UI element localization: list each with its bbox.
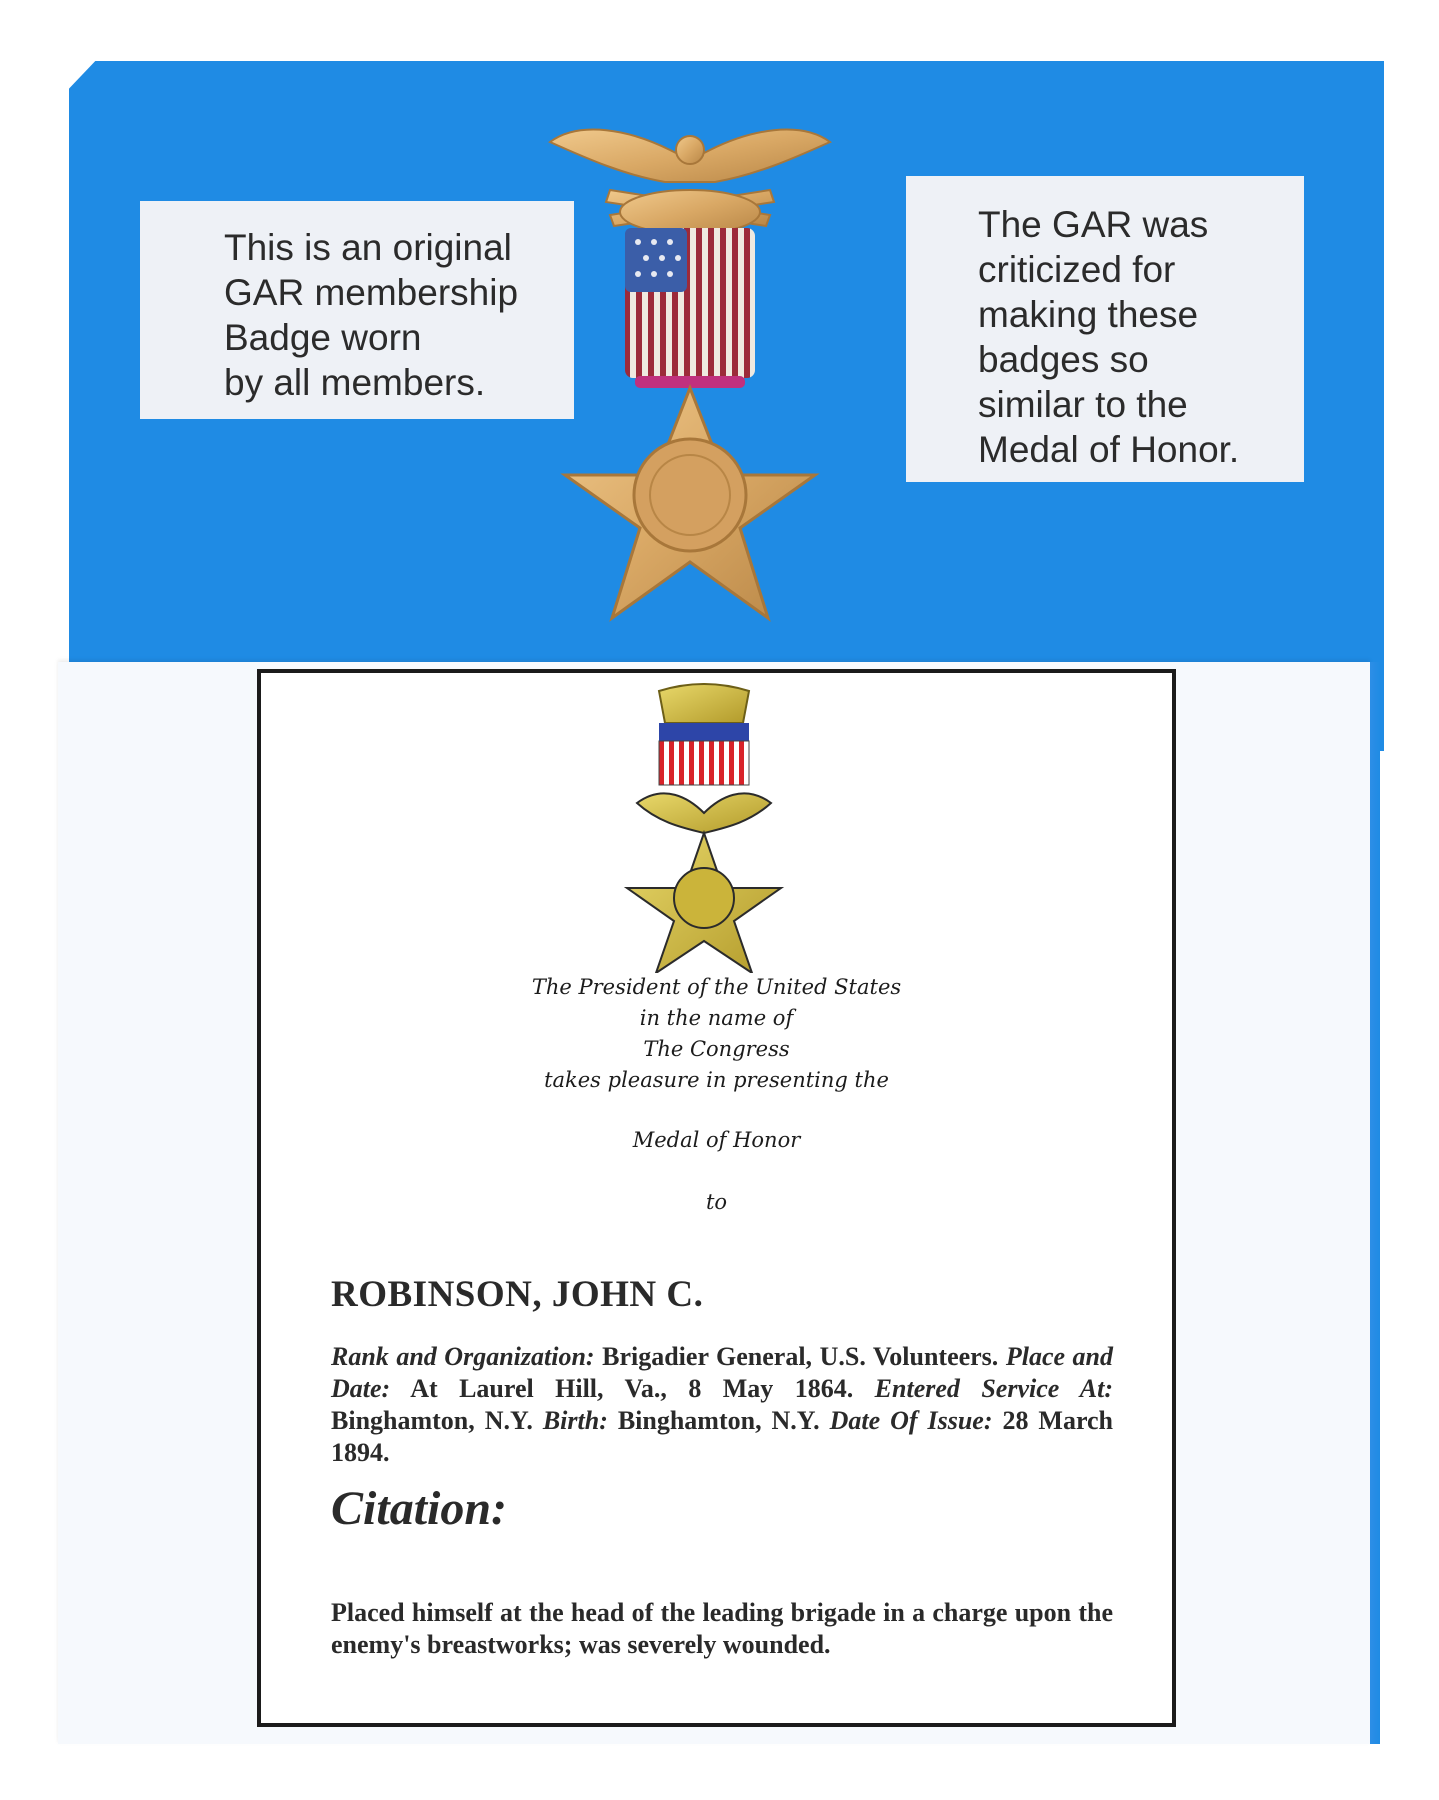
right-info-card [906,176,1304,482]
left-card-line: GAR membership [224,272,519,313]
rank-label: Rank and Organization: [331,1342,595,1371]
left-card-line: by all members. [224,362,486,403]
gar-badge [540,120,840,660]
cert-header-line: The President of the United States [531,975,902,999]
medal-of-honor-image [619,683,789,973]
left-info-card [140,201,574,419]
gar-badge-illustration [540,120,840,660]
cert-header-line: The Congress [643,1037,790,1061]
birth-label: Birth: [542,1406,608,1435]
right-card-line: criticized for [978,249,1176,290]
left-card-line: Badge worn [224,317,422,358]
citation-text: Placed himself at the head of the leading brigade in a charge upon the enemy's breastworks; was severely wounded. [331,1598,1113,1659]
cert-medal-title: Medal of Honor [632,1128,801,1152]
medal-of-honor-illustration [619,683,789,973]
right-card-line: making these [978,294,1199,335]
eagle-head [676,136,704,164]
left-card-line: This is an original [224,227,512,268]
rank-value: Brigadier General, U.S. Volunteers. [602,1342,999,1371]
cannonball-pile [620,190,760,234]
cert-header-line: takes pleasure in presenting the [544,1068,889,1092]
cert-to: to [705,1190,728,1214]
issue-label: Date Of Issue: [829,1406,993,1435]
service-label: Entered Service At: [874,1374,1113,1403]
issue-value: 28 March 1894. [331,1406,1114,1467]
right-card-line: The GAR was [978,204,1209,245]
medal-center [674,868,734,928]
medal-eagle [637,793,771,833]
medal-bar [659,684,749,723]
medal-of-honor-certificate [257,669,1176,1727]
place-label: Place and Date: [331,1342,1114,1403]
right-card-line: Medal of Honor. [978,429,1240,470]
recipient-name: ROBINSON, JOHN C. [331,1274,704,1315]
recipient-details [331,1341,1113,1469]
medal-ribbon-stripes [659,741,749,785]
cert-header-line: in the name of [639,1006,794,1030]
medal-ribbon-blue [659,723,749,741]
service-value: Binghamton, N.Y. [331,1406,533,1435]
place-value: At Laurel Hill, Va., 8 May 1864. [410,1374,854,1403]
right-card-line: badges so [978,339,1149,380]
birth-value: Binghamton, N.Y. [617,1406,820,1435]
right-card-line: similar to the [978,384,1188,425]
citation-heading: Citation: [331,1482,508,1535]
